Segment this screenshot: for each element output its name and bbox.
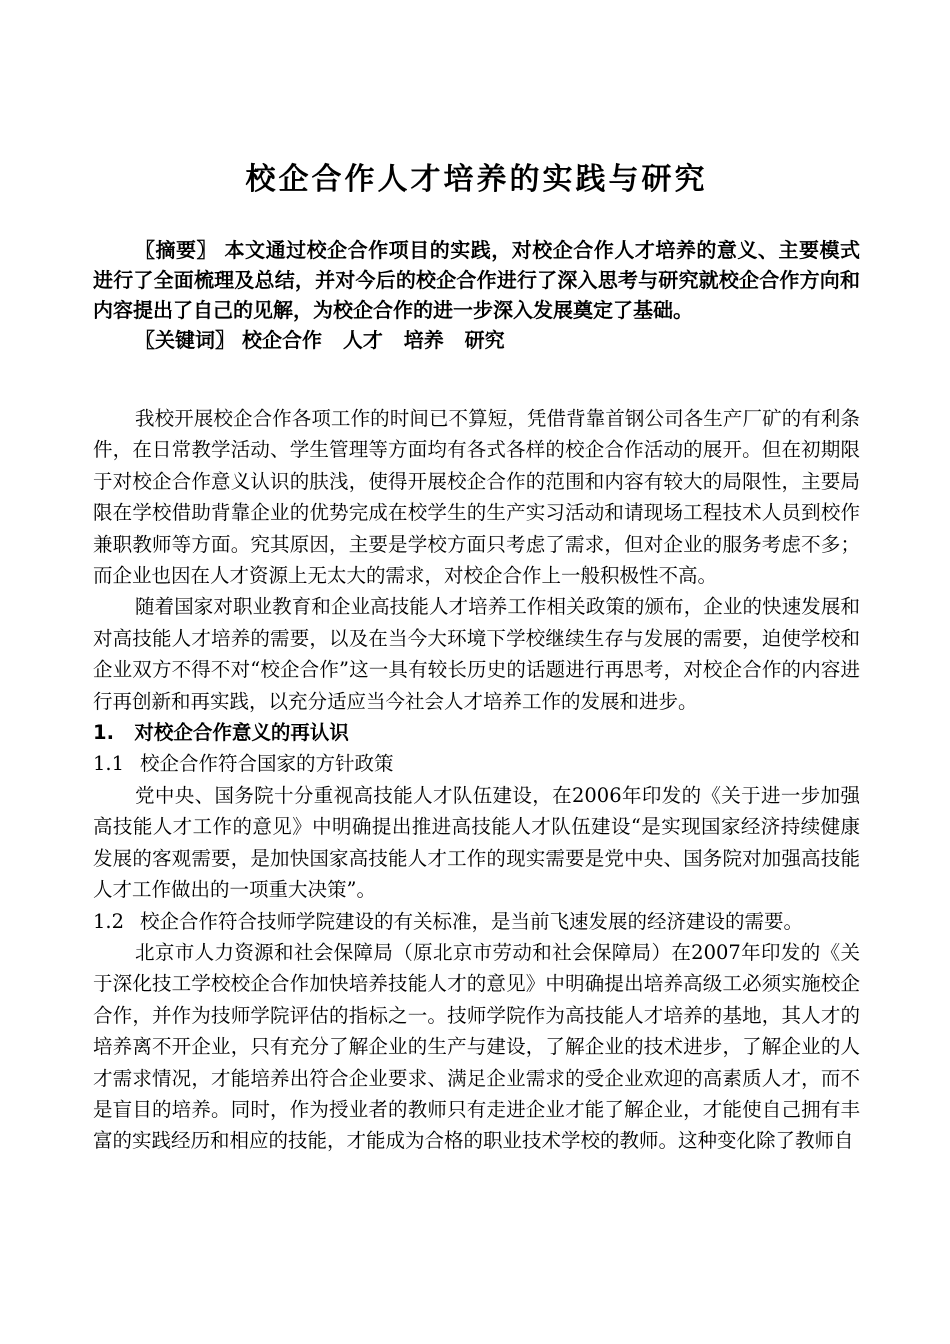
subsection-number: 1.1	[93, 752, 125, 776]
abstract-text: 〖摘要〗 本文通过校企合作项目的实践，对校企合作人才培养的意义、主要模式进行了全面梳理及总结，并对今后的校企合作进行了深入思考与研究就校企合作方向和内容提出了自己的见解，为校企合作的进一步深入发展奠定了基础。	[93, 238, 860, 322]
subsection-number: 1.2	[93, 909, 125, 933]
keywords-line: 〖关键词〗 校企合作 人才 培养 研究	[135, 328, 505, 352]
paragraph-standards: 北京市人力资源和社会保障局（原北京市劳动和社会保障局）在2007年印发的《关于深化技工学校校企合作加快培养技能人才的意见》中明确提出培养高级工必须实施校企合作，并作为技师学院评估的指标之一。技师学院作为高技能人才培养的基地，其人才的培养离不开企业，只有充分了解企业的生产与建设，了解企业的技术进步，了解企业的人才需求情况，才能培养出符合企业要求、满足企业需求的受企业欢迎的高素质人才，而不是盲目的培养。同时，作为授业者的教师只有走进企业才能了解企业，才能使自己拥有丰富的实践经历和相应的技能，才能成为合格的职业技术学校的教师。这种变化除了教师自	[93, 940, 860, 1153]
subsection-heading-1-1	[93, 748, 860, 779]
paragraph-background: 随着国家对职业教育和企业高技能人才培养工作相关政策的颁布，企业的快速发展和对高技能人才培养的需要，以及在当今大环境下学校继续生存与发展的需要，迫使学校和企业双方不得不对“校企合作”这一具有较长历史的话题进行再思考，对校企合作的内容进行再创新和再实践，以充分适应当今社会人才培养工作的发展和进步。	[93, 595, 860, 713]
paragraph-policy: 党中央、国务院十分重视高技能人才队伍建设，在2006年印发的《关于进一步加强高技能人才工作的意见》中明确提出推进高技能人才队伍建设“是实现国家经济持续健康发展的客观需要，是加快国家高技能人才工作的现实需要是党中央、国务院对加强高技能人才工作做出的一项重大决策”。	[93, 783, 860, 902]
body-section	[93, 403, 860, 1157]
paragraph-intro: 我校开展校企合作各项工作的时间已不算短，凭借背靠首钢公司各生产厂矿的有利条件，在日常教学活动、学生管理等方面均有各式各样的校企合作活动的展开。但在初期限于对校企合作意义认识的肤浅，使得开展校企合作的范围和内容有较大的局限性，主要局限在学校借助背靠企业的优势完成在校学生的生产实习活动和请现场工程技术人员到校作兼职教师等方面。究其原因，主要是学校方面只考虑了需求，但对企业的服务考虑不多；而企业也因在人才资源上无太大的需求，对校企合作上一般积极性不高。	[93, 407, 860, 588]
abstract-section	[93, 235, 860, 355]
document-title: 校企合作人才培养的实践与研究	[245, 162, 708, 197]
section-heading-1: 1. 对校企合作意义的再认识	[93, 721, 349, 745]
subsection-title: 校企合作符合国家的方针政策	[140, 752, 394, 776]
subsection-heading-1-2	[93, 906, 860, 937]
subsection-title: 校企合作符合技师学院建设的有关标准，是当前飞速发展的经济建设的需要。	[140, 909, 804, 933]
